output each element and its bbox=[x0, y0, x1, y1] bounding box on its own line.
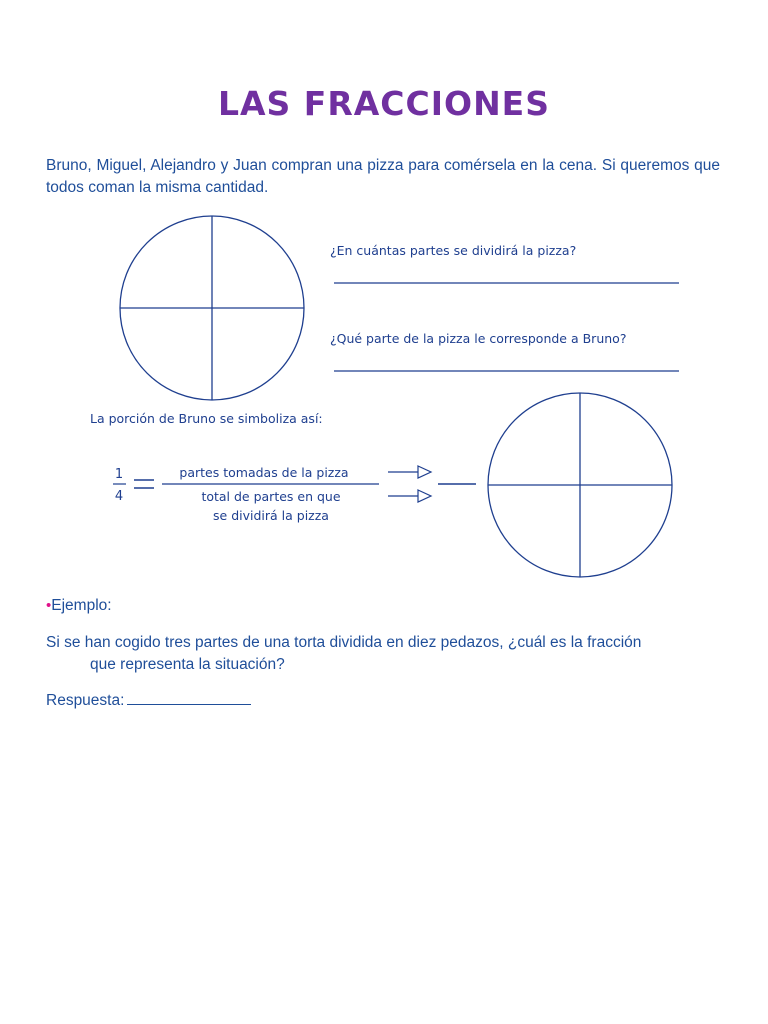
question-bruno: ¿Qué parte de la pizza le corresponde a Bruno? bbox=[330, 331, 627, 346]
denominator-label-line1: total de partes en que bbox=[201, 489, 341, 504]
answer-blank[interactable] bbox=[127, 690, 251, 705]
denominator-label-line2: se dividirá la pizza bbox=[213, 508, 329, 523]
intro-paragraph: Bruno, Miguel, Alejandro y Juan compran una pizza para comérsela en la cena. Si queremos que todos coman la misma cantidad. bbox=[46, 157, 720, 196]
pizza-circle-bottom bbox=[488, 393, 672, 577]
answer-row bbox=[46, 690, 251, 710]
equals-sign bbox=[134, 480, 154, 488]
arrow-icon bbox=[388, 466, 431, 478]
arrow-icon bbox=[388, 490, 431, 502]
example-text-line2: que representa la situación? bbox=[90, 656, 285, 673]
page-title: LAS FRACCIONES bbox=[217, 84, 550, 123]
numerator-label: partes tomadas de la pizza bbox=[179, 465, 349, 480]
answer-label: Respuesta: bbox=[46, 692, 125, 709]
fraction-denominator: 4 bbox=[114, 489, 124, 504]
bullet-icon: • bbox=[46, 597, 52, 614]
example-text-line1: Si se han cogido tres partes de una torta dividida en diez pedazos, ¿cuál es la fracción bbox=[46, 634, 642, 651]
example-heading bbox=[46, 597, 112, 615]
fraction-numerator: 1 bbox=[114, 467, 124, 482]
question-parts: ¿En cuántas partes se dividirá la pizza? bbox=[330, 243, 577, 258]
pizza-circle-top bbox=[120, 216, 304, 400]
example-paragraph bbox=[46, 632, 720, 676]
example-label: Ejemplo: bbox=[51, 597, 112, 614]
fraction-caption: La porción de Bruno se simboliza así: bbox=[90, 411, 323, 426]
